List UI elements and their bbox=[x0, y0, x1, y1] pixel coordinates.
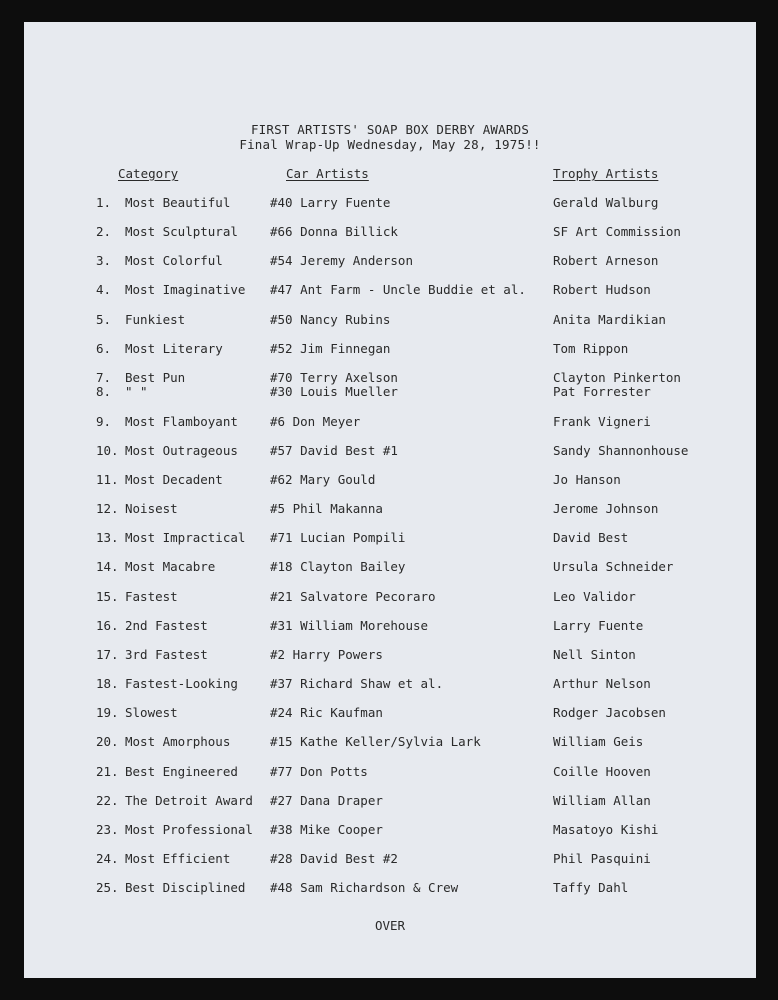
award-category: Noisest bbox=[125, 501, 178, 516]
award-number: 16. bbox=[96, 618, 119, 633]
award-category: Slowest bbox=[125, 705, 178, 720]
award-number: 17. bbox=[96, 647, 119, 662]
car-artist: #66 Donna Billick bbox=[270, 224, 398, 239]
award-category: Best Pun bbox=[125, 370, 186, 385]
award-number: 14. bbox=[96, 559, 119, 574]
car-artist: #37 Richard Shaw et al. bbox=[270, 676, 444, 691]
award-number: 6. bbox=[96, 341, 112, 356]
header-car-artists: Car Artists bbox=[286, 166, 369, 181]
award-row bbox=[24, 195, 756, 213]
car-artist: #38 Mike Cooper bbox=[270, 822, 383, 837]
car-artist: #62 Mary Gould bbox=[270, 472, 376, 487]
award-category: Most Amorphous bbox=[125, 734, 231, 749]
car-artist: #27 Dana Draper bbox=[270, 793, 383, 808]
award-row bbox=[24, 414, 756, 432]
header-category: Category bbox=[118, 166, 179, 181]
trophy-artist: Anita Mardikian bbox=[553, 312, 666, 327]
award-row bbox=[24, 618, 756, 636]
document-subtitle: Final Wrap-Up Wednesday, May 28, 1975!! bbox=[239, 137, 541, 152]
award-category: Most Sculptural bbox=[125, 224, 238, 239]
award-category: Most Outrageous bbox=[125, 443, 238, 458]
car-artist: #31 William Morehouse bbox=[270, 618, 429, 633]
award-category: Best Engineered bbox=[125, 764, 238, 779]
trophy-artist: Masatoyo Kishi bbox=[553, 822, 659, 837]
award-number: 15. bbox=[96, 589, 119, 604]
car-artist: #15 Kathe Keller/Sylvia Lark bbox=[270, 734, 481, 749]
car-artist: #47 Ant Farm - Uncle Buddie et al. bbox=[270, 282, 526, 297]
award-category: " " bbox=[125, 384, 148, 399]
car-artist: #2 Harry Powers bbox=[270, 647, 383, 662]
trophy-artist: Jo Hanson bbox=[553, 472, 621, 487]
award-category: Most Flamboyant bbox=[125, 414, 238, 429]
car-artist: #52 Jim Finnegan bbox=[270, 341, 391, 356]
award-row bbox=[24, 705, 756, 723]
award-number: 11. bbox=[96, 472, 119, 487]
award-row bbox=[24, 443, 756, 461]
award-category: Most Efficient bbox=[125, 851, 231, 866]
award-category: Fastest-Looking bbox=[125, 676, 238, 691]
trophy-artist: Robert Hudson bbox=[553, 282, 651, 297]
award-row bbox=[24, 764, 756, 782]
award-number: 3. bbox=[96, 253, 112, 268]
document-title: FIRST ARTISTS' SOAP BOX DERBY AWARDS bbox=[250, 122, 530, 137]
trophy-artist: Larry Fuente bbox=[553, 618, 644, 633]
trophy-artist: Jerome Johnson bbox=[553, 501, 659, 516]
award-category: Most Professional bbox=[125, 822, 253, 837]
award-row bbox=[24, 530, 756, 548]
award-category: Most Beautiful bbox=[125, 195, 231, 210]
award-number: 19. bbox=[96, 705, 119, 720]
car-artist: #21 Salvatore Pecoraro bbox=[270, 589, 436, 604]
award-row bbox=[24, 880, 756, 898]
award-row bbox=[24, 312, 756, 330]
award-row bbox=[24, 282, 756, 300]
trophy-artist: David Best bbox=[553, 530, 629, 545]
trophy-artist: Leo Validor bbox=[553, 589, 636, 604]
trophy-artist: Robert Arneson bbox=[553, 253, 659, 268]
car-artist: #54 Jeremy Anderson bbox=[270, 253, 413, 268]
trophy-artist: Gerald Walburg bbox=[553, 195, 659, 210]
car-artist: #71 Lucian Pompili bbox=[270, 530, 406, 545]
award-category: Best Disciplined bbox=[125, 880, 246, 895]
award-category: Fastest bbox=[125, 589, 178, 604]
award-category: Funkiest bbox=[125, 312, 186, 327]
trophy-artist: Arthur Nelson bbox=[553, 676, 651, 691]
trophy-artist: William Allan bbox=[553, 793, 651, 808]
award-category: 2nd Fastest bbox=[125, 618, 208, 633]
car-artist: #6 Don Meyer bbox=[270, 414, 361, 429]
award-number: 4. bbox=[96, 282, 112, 297]
award-row bbox=[24, 851, 756, 869]
award-number: 13. bbox=[96, 530, 119, 545]
trophy-artist: Taffy Dahl bbox=[553, 880, 629, 895]
car-artist: #30 Louis Mueller bbox=[270, 384, 398, 399]
award-category: 3rd Fastest bbox=[125, 647, 208, 662]
award-number: 12. bbox=[96, 501, 119, 516]
car-artist: #40 Larry Fuente bbox=[270, 195, 391, 210]
award-number: 5. bbox=[96, 312, 112, 327]
car-artist: #50 Nancy Rubins bbox=[270, 312, 391, 327]
award-row bbox=[24, 734, 756, 752]
car-artist: #24 Ric Kaufman bbox=[270, 705, 383, 720]
trophy-artist: Rodger Jacobsen bbox=[553, 705, 666, 720]
trophy-artist: Nell Sinton bbox=[553, 647, 636, 662]
award-number: 18. bbox=[96, 676, 119, 691]
trophy-artist: SF Art Commission bbox=[553, 224, 681, 239]
award-number: 8. bbox=[96, 384, 112, 399]
award-category: The Detroit Award bbox=[125, 793, 253, 808]
award-row bbox=[24, 793, 756, 811]
trophy-artist: Pat Forrester bbox=[553, 384, 651, 399]
car-artist: #57 David Best #1 bbox=[270, 443, 398, 458]
award-row bbox=[24, 341, 756, 359]
award-category: Most Impractical bbox=[125, 530, 246, 545]
trophy-artist: Frank Vigneri bbox=[553, 414, 651, 429]
car-artist: #5 Phil Makanna bbox=[270, 501, 383, 516]
car-artist: #48 Sam Richardson & Crew bbox=[270, 880, 459, 895]
award-row bbox=[24, 384, 756, 402]
award-row bbox=[24, 472, 756, 490]
page-footer: OVER bbox=[374, 918, 406, 933]
award-category: Most Decadent bbox=[125, 472, 223, 487]
car-artist: #77 Don Potts bbox=[270, 764, 368, 779]
award-number: 9. bbox=[96, 414, 112, 429]
document-page bbox=[24, 22, 756, 978]
award-category: Most Literary bbox=[125, 341, 223, 356]
award-number: 7. bbox=[96, 370, 112, 385]
trophy-artist: Phil Pasquini bbox=[553, 851, 651, 866]
award-category: Most Imaginative bbox=[125, 282, 246, 297]
trophy-artist: Coille Hooven bbox=[553, 764, 651, 779]
award-row bbox=[24, 647, 756, 665]
trophy-artist: Clayton Pinkerton bbox=[553, 370, 681, 385]
award-number: 2. bbox=[96, 224, 112, 239]
trophy-artist: Ursula Schneider bbox=[553, 559, 674, 574]
award-row bbox=[24, 822, 756, 840]
award-number: 10. bbox=[96, 443, 119, 458]
award-number: 22. bbox=[96, 793, 119, 808]
award-row bbox=[24, 224, 756, 242]
trophy-artist: William Geis bbox=[553, 734, 644, 749]
trophy-artist: Sandy Shannonhouse bbox=[553, 443, 689, 458]
header-trophy-artists: Trophy Artists bbox=[553, 166, 659, 181]
award-number: 21. bbox=[96, 764, 119, 779]
award-row bbox=[24, 589, 756, 607]
award-number: 1. bbox=[96, 195, 112, 210]
award-row bbox=[24, 676, 756, 694]
award-row bbox=[24, 253, 756, 271]
award-row bbox=[24, 501, 756, 519]
award-number: 25. bbox=[96, 880, 119, 895]
award-number: 20. bbox=[96, 734, 119, 749]
car-artist: #70 Terry Axelson bbox=[270, 370, 398, 385]
car-artist: #28 David Best #2 bbox=[270, 851, 398, 866]
award-category: Most Colorful bbox=[125, 253, 223, 268]
award-row bbox=[24, 559, 756, 577]
award-number: 24. bbox=[96, 851, 119, 866]
award-number: 23. bbox=[96, 822, 119, 837]
trophy-artist: Tom Rippon bbox=[553, 341, 629, 356]
car-artist: #18 Clayton Bailey bbox=[270, 559, 406, 574]
award-category: Most Macabre bbox=[125, 559, 216, 574]
